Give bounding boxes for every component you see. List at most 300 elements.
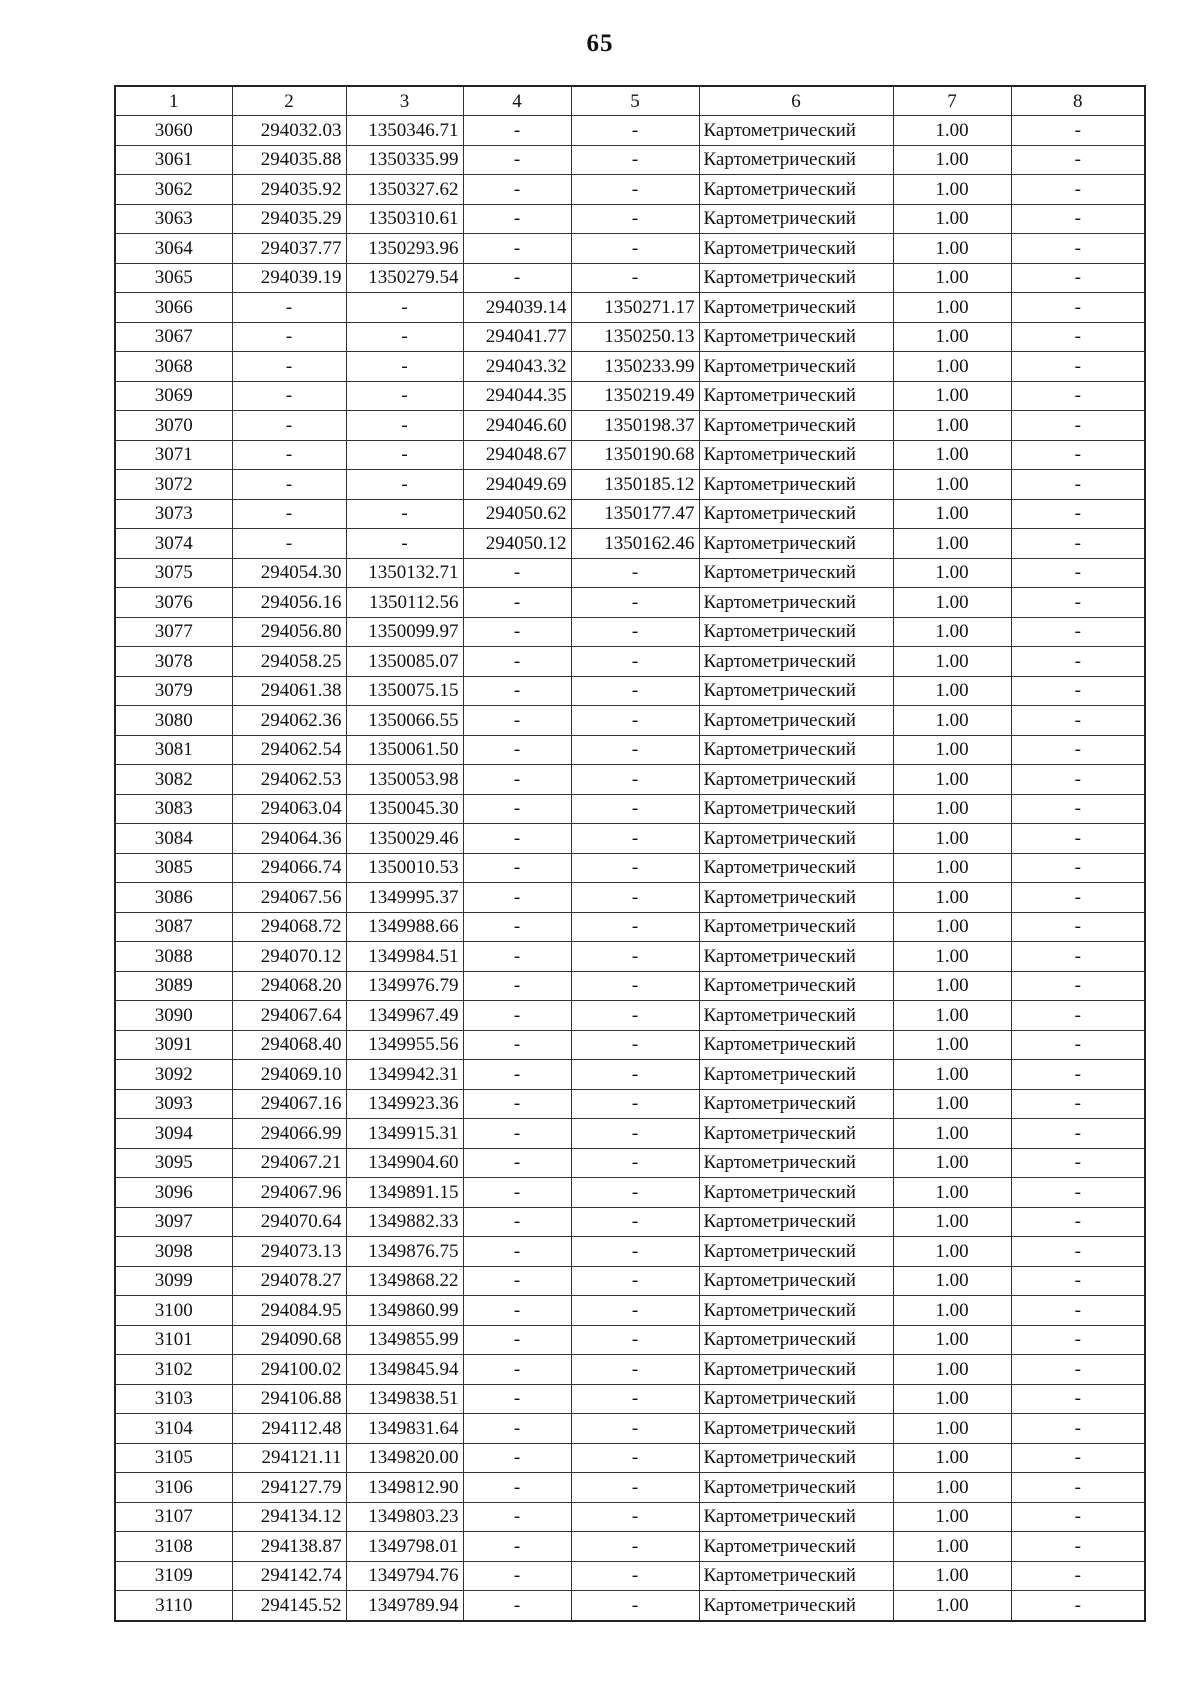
y-new-cell: - [571,912,699,942]
table-row [115,263,1145,293]
x-new-cell: - [463,1148,571,1178]
y-new-cell: - [571,647,699,677]
y-existing-cell: 1350335.99 [346,145,463,175]
column-header: 4 [463,86,571,116]
method-cell: Картометрический [699,853,893,883]
method-cell: Картометрический [699,971,893,1001]
x-existing-cell: 294145.52 [232,1591,346,1621]
accuracy-cell: 1.00 [893,1502,1011,1532]
method-cell: Картометрический [699,1414,893,1444]
x-new-cell: 294039.14 [463,293,571,323]
accuracy-cell: 1.00 [893,145,1011,175]
accuracy-cell: 1.00 [893,293,1011,323]
point-number-cell: 3080 [115,706,232,736]
y-existing-cell: 1349798.01 [346,1532,463,1562]
x-new-cell: - [463,1473,571,1503]
accuracy-cell: 1.00 [893,499,1011,529]
accuracy-cell: 1.00 [893,1148,1011,1178]
y-new-cell: - [571,1119,699,1149]
y-existing-cell: 1349995.37 [346,883,463,913]
y-new-cell: - [571,617,699,647]
y-new-cell: - [571,1148,699,1178]
table-row [115,1532,1145,1562]
description-cell: - [1011,352,1145,382]
table-row [115,1266,1145,1296]
y-existing-cell: 1349904.60 [346,1148,463,1178]
y-new-cell: - [571,1414,699,1444]
y-existing-cell: 1350099.97 [346,617,463,647]
method-cell: Картометрический [699,1355,893,1385]
accuracy-cell: 1.00 [893,558,1011,588]
point-number-cell: 3061 [115,145,232,175]
y-existing-cell: 1350075.15 [346,676,463,706]
accuracy-cell: 1.00 [893,617,1011,647]
method-cell: Картометрический [699,676,893,706]
y-new-cell: 1350177.47 [571,499,699,529]
description-cell: - [1011,1414,1145,1444]
y-existing-cell: 1350346.71 [346,116,463,146]
description-cell: - [1011,1296,1145,1326]
y-existing-cell: 1349860.99 [346,1296,463,1326]
table-row [115,883,1145,913]
x-new-cell: - [463,765,571,795]
column-header: 2 [232,86,346,116]
description-cell: - [1011,1060,1145,1090]
table-row [115,381,1145,411]
table-row [115,1148,1145,1178]
method-cell: Картометрический [699,794,893,824]
method-cell: Картометрический [699,617,893,647]
y-new-cell: - [571,1532,699,1562]
x-new-cell: 294041.77 [463,322,571,352]
x-existing-cell: 294069.10 [232,1060,346,1090]
y-new-cell: - [571,824,699,854]
x-new-cell: - [463,1178,571,1208]
description-cell: - [1011,470,1145,500]
table-row [115,440,1145,470]
point-number-cell: 3086 [115,883,232,913]
table-row [115,765,1145,795]
table-row [115,470,1145,500]
table-row [115,1178,1145,1208]
y-new-cell: - [571,853,699,883]
accuracy-cell: 1.00 [893,1060,1011,1090]
method-cell: Картометрический [699,558,893,588]
x-new-cell: 294046.60 [463,411,571,441]
accuracy-cell: 1.00 [893,1296,1011,1326]
table-body [115,116,1145,1621]
point-number-cell: 3065 [115,263,232,293]
x-existing-cell: 294068.20 [232,971,346,1001]
x-new-cell: - [463,824,571,854]
table-row [115,145,1145,175]
x-new-cell: - [463,145,571,175]
accuracy-cell: 1.00 [893,735,1011,765]
accuracy-cell: 1.00 [893,1532,1011,1562]
table-row [115,204,1145,234]
table-row [115,1591,1145,1621]
description-cell: - [1011,1355,1145,1385]
point-number-cell: 3060 [115,116,232,146]
point-number-cell: 3098 [115,1237,232,1267]
method-cell: Картометрический [699,263,893,293]
point-number-cell: 3087 [115,912,232,942]
accuracy-cell: 1.00 [893,1030,1011,1060]
x-existing-cell: 294068.72 [232,912,346,942]
description-cell: - [1011,322,1145,352]
y-existing-cell: 1349915.31 [346,1119,463,1149]
method-cell: Картометрический [699,529,893,559]
y-existing-cell: 1349838.51 [346,1384,463,1414]
x-existing-cell: 294070.12 [232,942,346,972]
accuracy-cell: 1.00 [893,853,1011,883]
y-new-cell: 1350185.12 [571,470,699,500]
table-row [115,824,1145,854]
point-number-cell: 3083 [115,794,232,824]
description-cell: - [1011,853,1145,883]
accuracy-cell: 1.00 [893,411,1011,441]
y-new-cell: - [571,794,699,824]
accuracy-cell: 1.00 [893,1207,1011,1237]
point-number-cell: 3074 [115,529,232,559]
y-new-cell: - [571,1473,699,1503]
point-number-cell: 3075 [115,558,232,588]
x-existing-cell: - [232,499,346,529]
accuracy-cell: 1.00 [893,676,1011,706]
accuracy-cell: 1.00 [893,175,1011,205]
table-row [115,1030,1145,1060]
x-existing-cell: 294035.92 [232,175,346,205]
method-cell: Картометрический [699,647,893,677]
point-number-cell: 3084 [115,824,232,854]
point-number-cell: 3072 [115,470,232,500]
accuracy-cell: 1.00 [893,912,1011,942]
accuracy-cell: 1.00 [893,883,1011,913]
x-new-cell: - [463,1207,571,1237]
accuracy-cell: 1.00 [893,1178,1011,1208]
point-number-cell: 3100 [115,1296,232,1326]
x-existing-cell: 294078.27 [232,1266,346,1296]
y-existing-cell: - [346,440,463,470]
point-number-cell: 3077 [115,617,232,647]
table-row [115,411,1145,441]
x-existing-cell: 294035.88 [232,145,346,175]
accuracy-cell: 1.00 [893,470,1011,500]
y-existing-cell: 1350293.96 [346,234,463,264]
method-cell: Картометрический [699,1384,893,1414]
y-existing-cell: 1350327.62 [346,175,463,205]
x-existing-cell: - [232,293,346,323]
x-new-cell: - [463,1532,571,1562]
method-cell: Картометрический [699,1473,893,1503]
column-header: 8 [1011,86,1145,116]
x-existing-cell: - [232,411,346,441]
table-row [115,971,1145,1001]
x-new-cell: - [463,1296,571,1326]
point-number-cell: 3089 [115,971,232,1001]
method-cell: Картометрический [699,1178,893,1208]
method-cell: Картометрический [699,440,893,470]
x-new-cell: - [463,1060,571,1090]
y-new-cell: - [571,234,699,264]
y-new-cell: - [571,1030,699,1060]
table-row [115,1325,1145,1355]
accuracy-cell: 1.00 [893,824,1011,854]
x-new-cell: - [463,234,571,264]
y-existing-cell: 1349789.94 [346,1591,463,1621]
table-row [115,1414,1145,1444]
x-existing-cell: 294066.74 [232,853,346,883]
accuracy-cell: 1.00 [893,1591,1011,1621]
description-cell: - [1011,1384,1145,1414]
y-existing-cell: - [346,411,463,441]
x-existing-cell: - [232,322,346,352]
x-existing-cell: 294037.77 [232,234,346,264]
table-row [115,558,1145,588]
table-row [115,529,1145,559]
y-new-cell: - [571,1325,699,1355]
table-row [115,116,1145,146]
y-existing-cell: 1349794.76 [346,1561,463,1591]
table-row [115,1237,1145,1267]
method-cell: Картометрический [699,706,893,736]
x-existing-cell: 294062.36 [232,706,346,736]
table-row [115,1119,1145,1149]
x-new-cell: - [463,116,571,146]
method-cell: Картометрический [699,1502,893,1532]
table-row [115,676,1145,706]
y-new-cell: - [571,204,699,234]
description-cell: - [1011,824,1145,854]
description-cell: - [1011,381,1145,411]
point-number-cell: 3110 [115,1591,232,1621]
point-number-cell: 3069 [115,381,232,411]
y-existing-cell: 1349820.00 [346,1443,463,1473]
y-new-cell: - [571,676,699,706]
coordinates-table [114,85,1146,1622]
x-existing-cell: 294068.40 [232,1030,346,1060]
method-cell: Картометрический [699,381,893,411]
x-existing-cell: - [232,529,346,559]
y-new-cell: - [571,1502,699,1532]
y-new-cell: - [571,1207,699,1237]
method-cell: Картометрический [699,1060,893,1090]
x-existing-cell: 294112.48 [232,1414,346,1444]
method-cell: Картометрический [699,145,893,175]
y-existing-cell: 1350085.07 [346,647,463,677]
description-cell: - [1011,1001,1145,1031]
y-new-cell: - [571,1178,699,1208]
table-row [115,1502,1145,1532]
y-new-cell: 1350250.13 [571,322,699,352]
x-new-cell: - [463,617,571,647]
x-existing-cell: 294142.74 [232,1561,346,1591]
y-existing-cell: 1349868.22 [346,1266,463,1296]
table-row [115,352,1145,382]
x-new-cell: - [463,1266,571,1296]
y-existing-cell: 1350010.53 [346,853,463,883]
point-number-cell: 3066 [115,293,232,323]
description-cell: - [1011,588,1145,618]
method-cell: Картометрический [699,1532,893,1562]
y-existing-cell: 1350061.50 [346,735,463,765]
column-header: 6 [699,86,893,116]
description-cell: - [1011,1119,1145,1149]
y-new-cell: 1350219.49 [571,381,699,411]
description-cell: - [1011,942,1145,972]
x-new-cell: - [463,912,571,942]
y-existing-cell: - [346,470,463,500]
column-header: 7 [893,86,1011,116]
y-new-cell: - [571,765,699,795]
y-new-cell: - [571,1089,699,1119]
y-new-cell: - [571,145,699,175]
method-cell: Картометрический [699,352,893,382]
x-existing-cell: 294054.30 [232,558,346,588]
table-row [115,1001,1145,1031]
accuracy-cell: 1.00 [893,706,1011,736]
y-existing-cell: 1349955.56 [346,1030,463,1060]
y-existing-cell: 1349803.23 [346,1502,463,1532]
x-existing-cell: - [232,470,346,500]
point-number-cell: 3063 [115,204,232,234]
x-existing-cell: 294062.54 [232,735,346,765]
description-cell: - [1011,1325,1145,1355]
description-cell: - [1011,1089,1145,1119]
method-cell: Картометрический [699,1561,893,1591]
description-cell: - [1011,1148,1145,1178]
accuracy-cell: 1.00 [893,116,1011,146]
x-new-cell: - [463,647,571,677]
y-new-cell: - [571,558,699,588]
table-row [115,912,1145,942]
x-existing-cell: 294056.16 [232,588,346,618]
point-number-cell: 3108 [115,1532,232,1562]
y-existing-cell: 1350132.71 [346,558,463,588]
table-row [115,617,1145,647]
y-existing-cell: 1349882.33 [346,1207,463,1237]
x-new-cell: - [463,1561,571,1591]
column-header: 5 [571,86,699,116]
x-existing-cell: 294067.64 [232,1001,346,1031]
point-number-cell: 3101 [115,1325,232,1355]
point-number-cell: 3082 [115,765,232,795]
x-existing-cell: - [232,440,346,470]
y-new-cell: - [571,1561,699,1591]
description-cell: - [1011,1473,1145,1503]
x-new-cell: - [463,883,571,913]
table-row [115,647,1145,677]
method-cell: Картометрический [699,1207,893,1237]
y-existing-cell: - [346,352,463,382]
method-cell: Картометрический [699,883,893,913]
x-new-cell: 294049.69 [463,470,571,500]
y-new-cell: - [571,942,699,972]
y-existing-cell: - [346,499,463,529]
method-cell: Картометрический [699,1237,893,1267]
accuracy-cell: 1.00 [893,1561,1011,1591]
x-existing-cell: 294063.04 [232,794,346,824]
method-cell: Картометрический [699,411,893,441]
y-new-cell: - [571,706,699,736]
method-cell: Картометрический [699,322,893,352]
x-existing-cell: 294061.38 [232,676,346,706]
method-cell: Картометрический [699,1001,893,1031]
method-cell: Картометрический [699,116,893,146]
table-row [115,234,1145,264]
description-cell: - [1011,1591,1145,1621]
point-number-cell: 3091 [115,1030,232,1060]
description-cell: - [1011,263,1145,293]
y-existing-cell: 1350310.61 [346,204,463,234]
table-row [115,942,1145,972]
point-number-cell: 3103 [115,1384,232,1414]
description-cell: - [1011,234,1145,264]
point-number-cell: 3071 [115,440,232,470]
y-new-cell: - [571,735,699,765]
x-new-cell: - [463,1414,571,1444]
x-new-cell: - [463,1443,571,1473]
method-cell: Картометрический [699,1266,893,1296]
method-cell: Картометрический [699,293,893,323]
point-number-cell: 3099 [115,1266,232,1296]
point-number-cell: 3068 [115,352,232,382]
y-existing-cell: 1349967.49 [346,1001,463,1031]
description-cell: - [1011,411,1145,441]
description-cell: - [1011,204,1145,234]
y-new-cell: - [571,1266,699,1296]
table-header-row [115,86,1145,116]
y-existing-cell: 1349976.79 [346,971,463,1001]
point-number-cell: 3097 [115,1207,232,1237]
point-number-cell: 3085 [115,853,232,883]
y-new-cell: 1350233.99 [571,352,699,382]
description-cell: - [1011,1443,1145,1473]
y-new-cell: - [571,116,699,146]
description-cell: - [1011,912,1145,942]
accuracy-cell: 1.00 [893,352,1011,382]
y-existing-cell: - [346,293,463,323]
point-number-cell: 3073 [115,499,232,529]
x-new-cell: - [463,558,571,588]
description-cell: - [1011,499,1145,529]
description-cell: - [1011,1502,1145,1532]
point-number-cell: 3090 [115,1001,232,1031]
accuracy-cell: 1.00 [893,1414,1011,1444]
accuracy-cell: 1.00 [893,1266,1011,1296]
description-cell: - [1011,794,1145,824]
y-new-cell: - [571,588,699,618]
table-row [115,1296,1145,1326]
y-existing-cell: 1350029.46 [346,824,463,854]
x-existing-cell: 294066.99 [232,1119,346,1149]
point-number-cell: 3106 [115,1473,232,1503]
description-cell: - [1011,971,1145,1001]
method-cell: Картометрический [699,942,893,972]
table-row [115,1561,1145,1591]
method-cell: Картометрический [699,1325,893,1355]
method-cell: Картометрический [699,175,893,205]
y-existing-cell: 1350279.54 [346,263,463,293]
accuracy-cell: 1.00 [893,440,1011,470]
y-existing-cell: 1350066.55 [346,706,463,736]
x-new-cell: - [463,735,571,765]
y-new-cell: 1350190.68 [571,440,699,470]
y-new-cell: - [571,1296,699,1326]
x-new-cell: - [463,971,571,1001]
accuracy-cell: 1.00 [893,1325,1011,1355]
description-cell: - [1011,617,1145,647]
